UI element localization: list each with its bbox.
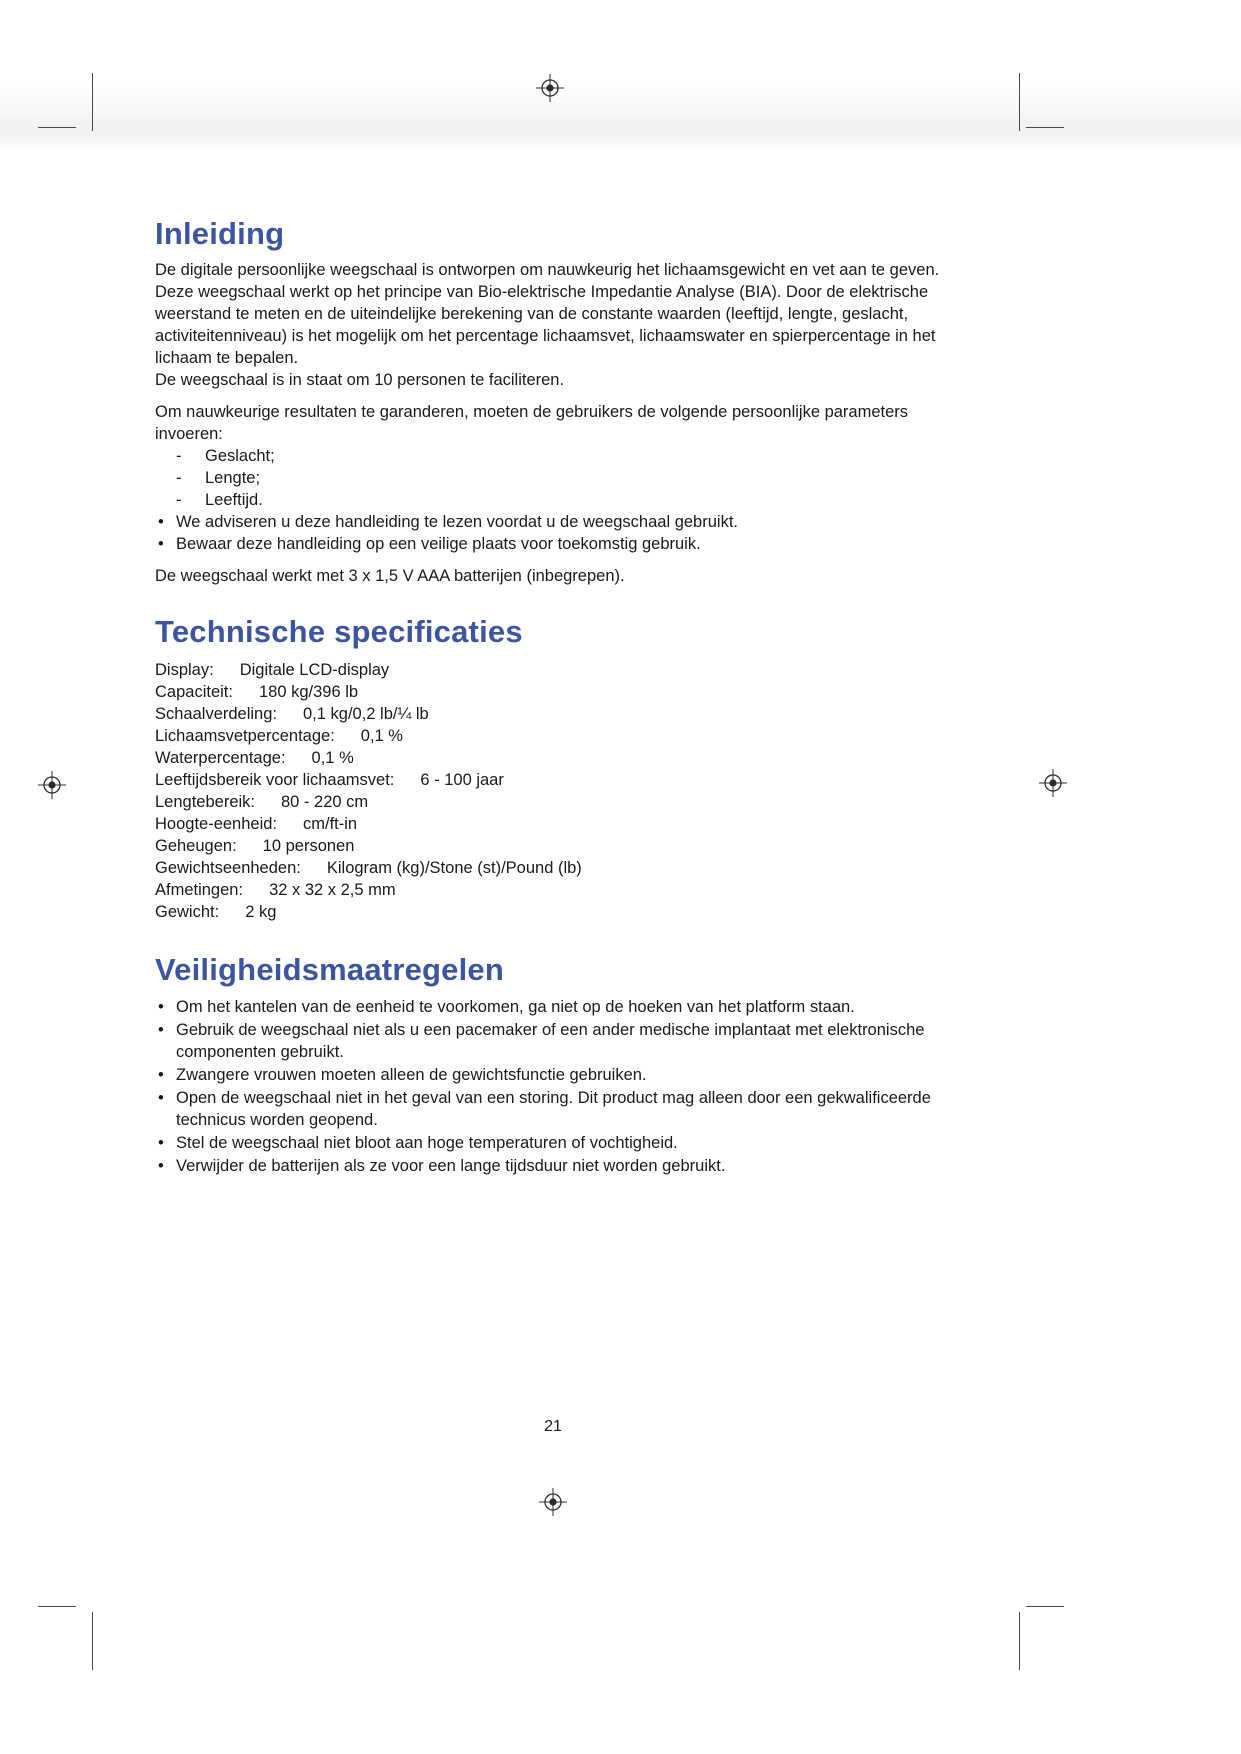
spec-label: Afmetingen:: [155, 881, 244, 899]
registration-mark-icon: [536, 74, 564, 102]
bullet-marker: •: [158, 998, 164, 1016]
bullet-marker: •: [158, 513, 164, 531]
list-item: [155, 489, 955, 511]
spec-value: cm/ft-in: [303, 815, 358, 833]
spec-row: [155, 659, 955, 681]
crop-mark: [1019, 73, 1020, 131]
intro-paragraph-1: De digitale persoonlijke weegschaal is ontworpen om nauwkeurig het lichaamsgewicht en vet aan te geven. Deze weegschaal werkt op het principe van Bio-elektrische Impedantie Analyse (BIA). Door de elektrische weerstand te meten en de uiteindelijke berekening van de constante waarden (leeftijd, lengte, geslacht, activiteitenniveau) is het mogelijk om het percentage lichaamsvet, lichaamswater en spierpercentage in het lichaam te bepalen.: [155, 261, 940, 367]
spec-value: 180 kg/396 lb: [258, 683, 359, 701]
bullet-marker: •: [158, 535, 164, 553]
spec-value: 2 kg: [245, 903, 277, 921]
spec-row: [155, 857, 955, 879]
intro-paragraph-3: Om nauwkeurige resultaten te garanderen, moeten de gebruikers de volgende persoonlijke parameters invoeren:: [155, 403, 909, 443]
list-item-label: Leeftijd.: [205, 491, 263, 509]
spec-value: 80 - 220 cm: [281, 793, 369, 811]
spec-row: [155, 681, 955, 703]
dash-marker: -: [176, 469, 182, 487]
bullet-marker: •: [158, 1066, 164, 1084]
spec-row: [155, 725, 955, 747]
bullet-marker: •: [158, 1021, 164, 1039]
spec-row: [155, 813, 955, 835]
spec-row: [155, 769, 955, 791]
list-item: [155, 996, 955, 1018]
list-item: [155, 1087, 955, 1131]
list-item-label: Stel de weegschaal niet bloot aan hoge temperaturen of vochtigheid.: [176, 1134, 678, 1152]
list-item-label: Geslacht;: [205, 447, 275, 465]
bullet-marker: •: [158, 1157, 164, 1175]
list-item: [155, 1155, 955, 1177]
list-item-label: Lengte;: [205, 469, 261, 487]
crop-mark: [92, 1612, 93, 1670]
list-item-label: Gebruik de weegschaal niet als u een pacemaker of een ander medische implantaat met elektronische componenten gebruikt.: [176, 1021, 925, 1061]
spec-label: Leeftijdsbereik voor lichaamsvet:: [155, 771, 395, 789]
spec-value: 32 x 32 x 2,5 mm: [269, 881, 396, 899]
dash-marker: -: [176, 491, 182, 509]
spec-label: Display:: [155, 661, 214, 679]
list-item-label: Open de weegschaal niet in het geval van een storing. Dit product mag alleen door een gekwalificeerde technicus worden geopend.: [176, 1089, 931, 1129]
spec-value: 6 - 100 jaar: [420, 771, 504, 789]
spec-label: Gewichtseenheden:: [155, 859, 301, 877]
spec-label: Geheugen:: [155, 837, 237, 855]
scan-artifact-band: [0, 84, 1241, 148]
spec-row: [155, 879, 955, 901]
spec-row: [155, 703, 955, 725]
bullet-marker: •: [158, 1089, 164, 1107]
list-item-label: We adviseren u deze handleiding te lezen voordat u de weegschaal gebruikt.: [176, 513, 738, 531]
spec-value: 0,1 kg/0,2 lb/¼ lb: [303, 705, 429, 723]
intro-paragraph-2: De weegschaal is in staat om 10 personen te faciliteren.: [155, 371, 565, 389]
dash-marker: -: [176, 447, 182, 465]
registration-mark-icon: [38, 771, 66, 799]
list-item-label: Verwijder de batterijen als ze voor een lange tijdsduur niet worden gebruikt.: [176, 1157, 726, 1175]
list-item: [155, 533, 955, 555]
spec-label: Lengtebereik:: [155, 793, 255, 811]
list-item-label: Bewaar deze handleiding op een veilige plaats voor toekomstig gebruik.: [176, 535, 701, 553]
spec-label: Lichaamsvetpercentage:: [155, 727, 335, 745]
registration-mark-icon: [539, 1488, 567, 1516]
section-heading-specificaties: Technische specificaties: [155, 614, 523, 649]
spec-row: [155, 835, 955, 857]
crop-mark: [38, 1606, 76, 1607]
section-heading-veiligheidsmaatregelen: Veiligheidsmaatregelen: [155, 952, 504, 987]
spec-row: [155, 791, 955, 813]
page-content: [155, 216, 955, 1177]
list-item: [155, 467, 955, 489]
list-item: [155, 1064, 955, 1086]
spec-value: 10 personen: [262, 837, 355, 855]
section-heading-inleiding: Inleiding: [155, 216, 285, 251]
spec-value: Digitale LCD-display: [239, 661, 390, 679]
spec-value: Kilogram (kg)/Stone (st)/Pound (lb): [326, 859, 582, 877]
spec-value: 0,1 %: [360, 727, 403, 745]
spec-row: [155, 901, 955, 923]
list-item: [155, 1019, 955, 1063]
crop-mark: [1026, 1606, 1064, 1607]
spec-label: Waterpercentage:: [155, 749, 286, 767]
spec-label: Hoogte-eenheid:: [155, 815, 278, 833]
list-item-label: Om het kantelen van de eenheid te voorkomen, ga niet op de hoeken van het platform staan.: [176, 998, 855, 1016]
spec-label: Schaalverdeling:: [155, 705, 277, 723]
registration-mark-icon: [1039, 769, 1067, 797]
list-item: [155, 1132, 955, 1154]
intro-paragraph-4: De weegschaal werkt met 3 x 1,5 V AAA batterijen (inbegrepen).: [155, 567, 625, 585]
crop-mark: [38, 127, 76, 128]
spec-label: Gewicht:: [155, 903, 220, 921]
spec-label: Capaciteit:: [155, 683, 233, 701]
crop-mark: [1019, 1612, 1020, 1670]
spec-value: 0,1 %: [311, 749, 354, 767]
list-item-label: Zwangere vrouwen moeten alleen de gewichtsfunctie gebruiken.: [176, 1066, 647, 1084]
bullet-marker: •: [158, 1134, 164, 1152]
page-number: 21: [544, 1418, 562, 1435]
crop-mark: [1026, 127, 1064, 128]
crop-mark: [92, 73, 93, 131]
list-item: [155, 511, 955, 533]
spec-row: [155, 747, 955, 769]
list-item: [155, 445, 955, 467]
